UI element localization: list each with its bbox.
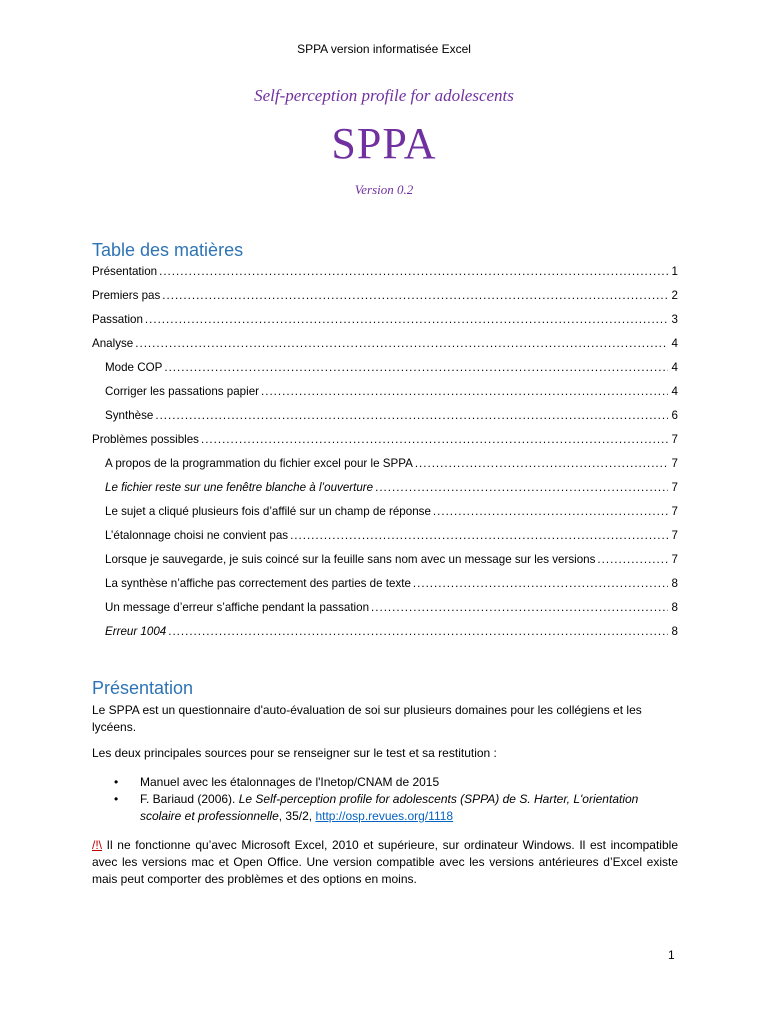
toc-entry-label: Passation	[92, 313, 143, 326]
toc-entry-label: A propos de la programmation du fichier excel pour le SPPA	[105, 457, 413, 470]
toc-dot-leader	[290, 529, 668, 542]
toc-dot-leader	[145, 313, 668, 326]
toc-dot-leader	[413, 577, 668, 590]
toc-dot-leader	[201, 433, 668, 446]
toc-entry-label: Lorsque je sauvegarde, je suis coincé sur la feuille sans nom avec un message sur les versions	[105, 553, 596, 566]
cover-title: SPPA	[331, 119, 437, 168]
toc-entry-page: 1	[671, 265, 678, 278]
table-of-contents	[92, 265, 678, 649]
toc-entry-page: 8	[671, 577, 678, 590]
toc-entry[interactable]	[92, 505, 678, 529]
toc-entry-page: 7	[671, 457, 678, 470]
toc-dot-leader	[159, 265, 668, 278]
toc-entry-page: 4	[671, 337, 678, 350]
toc-entry-page: 4	[671, 361, 678, 374]
presentation-heading: Présentation	[92, 678, 194, 698]
toc-entry-label: Erreur 1004	[105, 625, 167, 638]
toc-dot-leader	[155, 409, 668, 422]
toc-entry-label: Un message d’erreur s’affiche pendant la passation	[105, 601, 370, 614]
toc-entry-label: La synthèse n’affiche pas correctement des parties de texte	[105, 577, 411, 590]
toc-entry-label: Synthèse	[105, 409, 154, 422]
toc-entry-label: Le fichier reste sur une fenêtre blanche à l’ouverture	[105, 481, 374, 494]
sources-intro: Les deux principales sources pour se renseigner sur le test et sa restitution :	[92, 746, 497, 760]
toc-entry-page: 3	[671, 313, 678, 326]
toc-entry-page: 7	[671, 529, 678, 542]
running-header: SPPA version informatisée Excel	[297, 42, 471, 56]
toc-entry-label: Le sujet a cliqué plusieurs fois d’affilé sur un champ de réponse	[105, 505, 431, 518]
cover-version: Version 0.2	[354, 182, 414, 197]
toc-entry-label: L’étalonnage choisi ne convient pas	[105, 529, 289, 542]
toc-heading: Table des matières	[92, 240, 244, 260]
warning-icon: /!\	[92, 838, 103, 852]
list-item	[114, 774, 678, 791]
toc-entry-page: 8	[671, 625, 678, 638]
presentation-intro: Le SPPA est un questionnaire d'auto-évaluation de soi sur plusieurs domaines pour les collégiens et les lycéens.	[92, 703, 642, 734]
toc-entry-label: Présentation	[92, 265, 158, 278]
source-manual: Manuel avec les étalonnages de l'Inetop/CNAM de 2015	[140, 775, 440, 789]
toc-dot-leader	[597, 553, 668, 566]
source-author: F. Bariaud (2006).	[140, 792, 239, 806]
toc-entry[interactable]	[92, 289, 678, 313]
toc-entry-label: Premiers pas	[92, 289, 161, 302]
toc-entry[interactable]	[92, 337, 678, 361]
warning-text: Il ne fonctionne qu’avec Microsoft Excel, 2010 et supérieure, sur ordinateur Windows. Il est incompatible avec les versions mac et Open Office. Une version compatible avec les versions antérieures d’Excel existe mais peut comporter des problèmes et des options en moins.	[92, 838, 678, 886]
toc-entry-page: 7	[671, 505, 678, 518]
bullet-glyph: •	[114, 792, 119, 806]
toc-entry[interactable]	[92, 601, 678, 625]
toc-dot-leader	[261, 385, 668, 398]
toc-entry-label: Corriger les passations papier	[105, 385, 260, 398]
source-title: Le Self-perception profile for adolescents (SPPA) de S. Harter, L'orientation scolaire et professionnelle	[140, 792, 639, 823]
toc-entry-label: Problèmes possibles	[92, 433, 199, 446]
toc-entry[interactable]	[92, 313, 678, 337]
list-item	[114, 791, 678, 825]
toc-entry[interactable]	[92, 577, 678, 601]
toc-dot-leader	[371, 601, 668, 614]
toc-dot-leader	[168, 625, 668, 638]
toc-entry[interactable]	[92, 433, 678, 457]
toc-dot-leader	[162, 289, 668, 302]
page-number: 1	[668, 948, 675, 962]
toc-dot-leader	[415, 457, 668, 470]
toc-entry-page: 2	[671, 289, 678, 302]
toc-dot-leader	[135, 337, 668, 350]
toc-entry[interactable]	[92, 265, 678, 289]
toc-dot-leader	[433, 505, 668, 518]
toc-entry[interactable]	[92, 457, 678, 481]
cover-subtitle: Self-perception profile for adolescents	[254, 86, 514, 105]
toc-entry[interactable]	[92, 625, 678, 649]
toc-dot-leader	[164, 361, 668, 374]
toc-entry[interactable]	[92, 529, 678, 553]
toc-entry[interactable]	[92, 481, 678, 505]
toc-entry-page: 7	[671, 553, 678, 566]
toc-entry-page: 6	[671, 409, 678, 422]
toc-entry[interactable]	[92, 553, 678, 577]
toc-entry[interactable]	[92, 385, 678, 409]
toc-entry-page: 7	[671, 433, 678, 446]
toc-dot-leader	[375, 481, 668, 494]
source-issue: , 35/2,	[278, 809, 316, 823]
toc-entry-label: Analyse	[92, 337, 134, 350]
toc-entry[interactable]	[92, 361, 678, 385]
compatibility-warning	[92, 837, 678, 888]
toc-entry-label: Mode COP	[105, 361, 163, 374]
sources-list	[114, 774, 678, 825]
bullet-glyph: •	[114, 775, 119, 789]
toc-entry-page: 4	[671, 385, 678, 398]
source-link[interactable]: http://osp.revues.org/1118	[315, 809, 454, 823]
toc-entry[interactable]	[92, 409, 678, 433]
toc-entry-page: 8	[671, 601, 678, 614]
toc-entry-page: 7	[671, 481, 678, 494]
